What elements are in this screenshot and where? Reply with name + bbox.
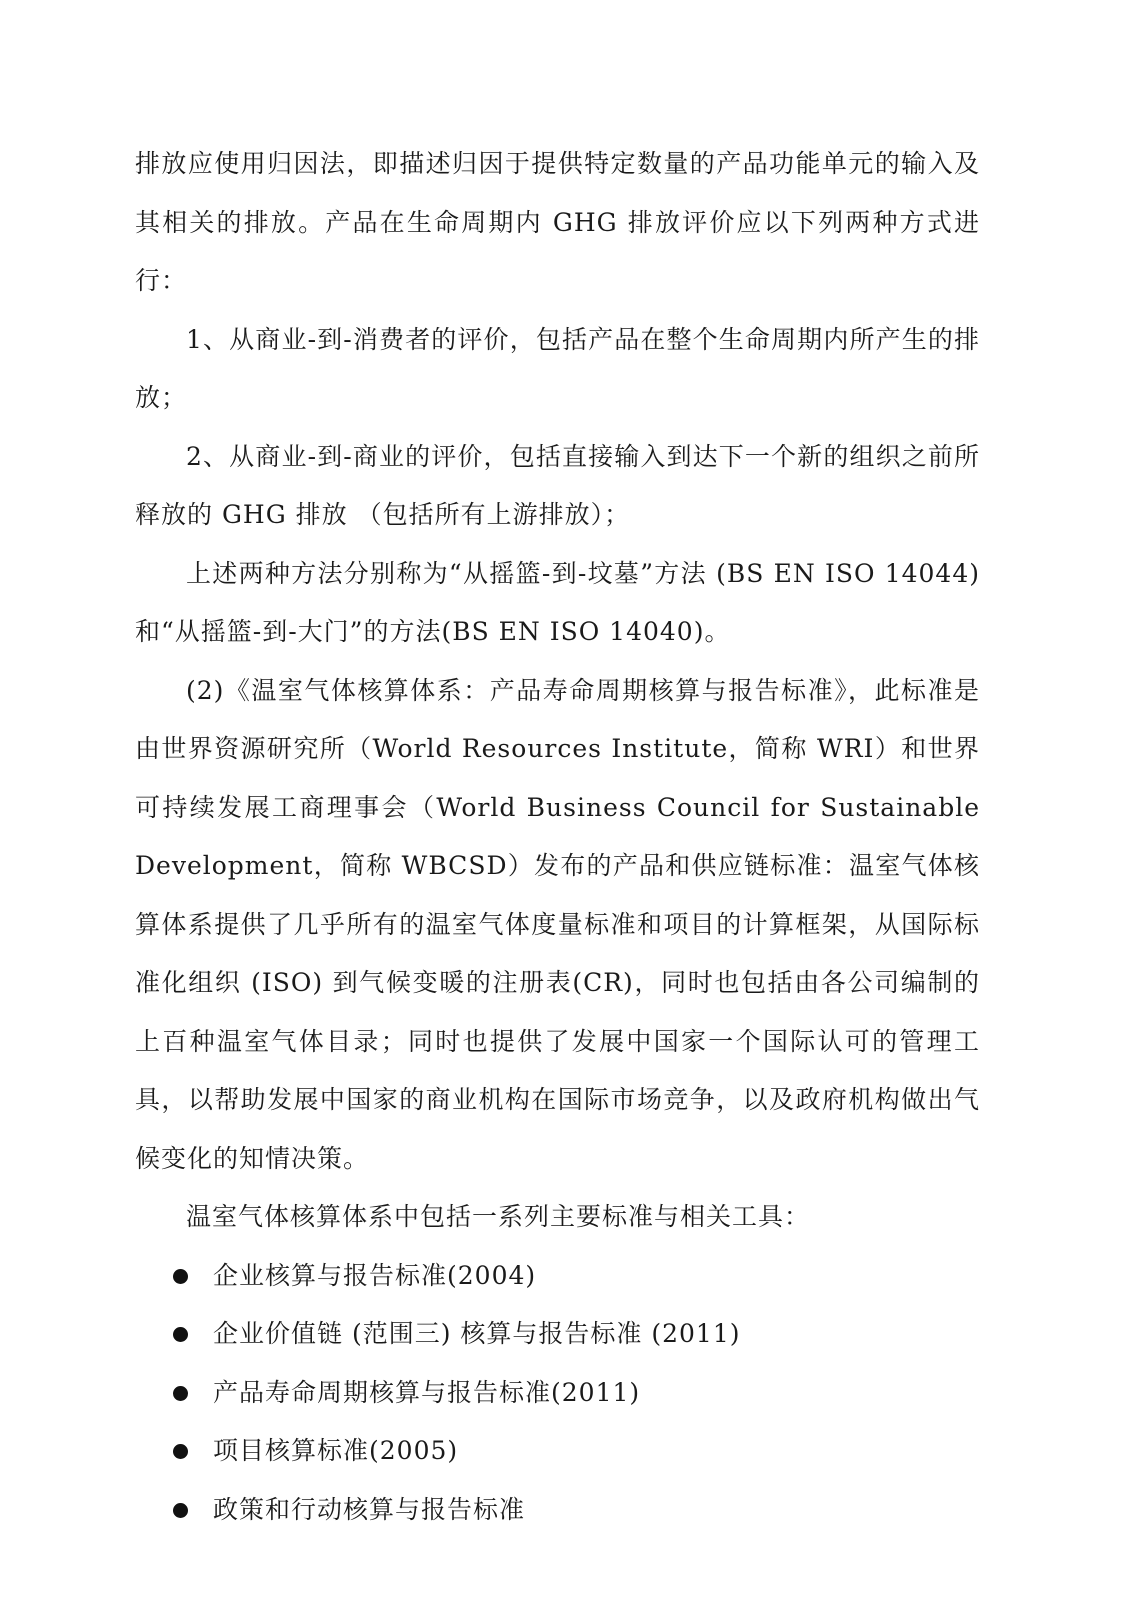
- list-item: [135, 1305, 980, 1364]
- list-item-text: 项目核算标准(2005): [213, 1436, 459, 1465]
- list-item: [135, 1481, 980, 1540]
- bullet-dot-icon: [173, 1386, 188, 1401]
- bullet-dot-icon: [173, 1327, 188, 1342]
- standards-list: [135, 1247, 980, 1540]
- list-item-text: 企业核算与报告标准(2004): [213, 1260, 537, 1290]
- paragraph-attribution-method: 排放应使用归因法，即描述归因于提供特定数量的产品功能单元的输入及其相关的排放。产品在生命周期内 GHG 排放评价应以下列两种方式进行：: [135, 149, 980, 295]
- document-body: [135, 135, 980, 1539]
- bullet-dot-icon: [173, 1269, 188, 1284]
- list-item-text: 产品寿命周期核算与报告标准(2011): [213, 1377, 641, 1407]
- paragraph-business-to-business: 2、从商业-到-商业的评价，包括直接输入到达下一个新的组织之前所释放的 GHG 排放 （包括所有上游排放）；: [135, 441, 980, 529]
- paragraph-ghg-protocol-product-standard: (2)《温室气体核算体系：产品寿命周期核算与报告标准》，此标准是由世界资源研究所（World Resources Institute，简称 WRI）和世界可持续发展工商理事会（World Business Council for SustainableDevelopment，简称 WBCSD）发布的产品和供应链标准：温室气体核算体系提供了几乎所有的温室气体度量标准和项目的计算框架，从国际标准化组织 (ISO) 到气候变暖的注册表(CR)，同时也包括由各公司编制的上百种温室气体目录；同时也提供了发展中国家一个国际认可的管理工具，以帮助发展中国家的商业机构在国际市场竞争，以及政府机构做出气候变化的知情决策。: [135, 675, 980, 1173]
- paragraph-cradle-methods: 上述两种方法分别称为“从摇篮-到-坟墓”方法 (BS EN ISO 14044) 和“从摇篮-到-大门”的方法(BS EN ISO 14040)。: [135, 558, 980, 646]
- list-item: [135, 1422, 980, 1481]
- bullet-dot-icon: [173, 1444, 188, 1459]
- bullet-dot-icon: [173, 1503, 188, 1518]
- paragraph-business-to-consumer: 1、从商业-到-消费者的评价，包括产品在整个生命周期内所产生的排放；: [135, 324, 980, 412]
- paragraph-standards-intro: 温室气体核算体系中包括一系列主要标准与相关工具：: [186, 1202, 811, 1231]
- list-item-text: 政策和行动核算与报告标准: [213, 1494, 526, 1524]
- list-item: [135, 1247, 980, 1306]
- list-item-text: 企业价值链 (范围三) 核算与报告标准 (2011): [213, 1319, 741, 1348]
- list-item: [135, 1364, 980, 1423]
